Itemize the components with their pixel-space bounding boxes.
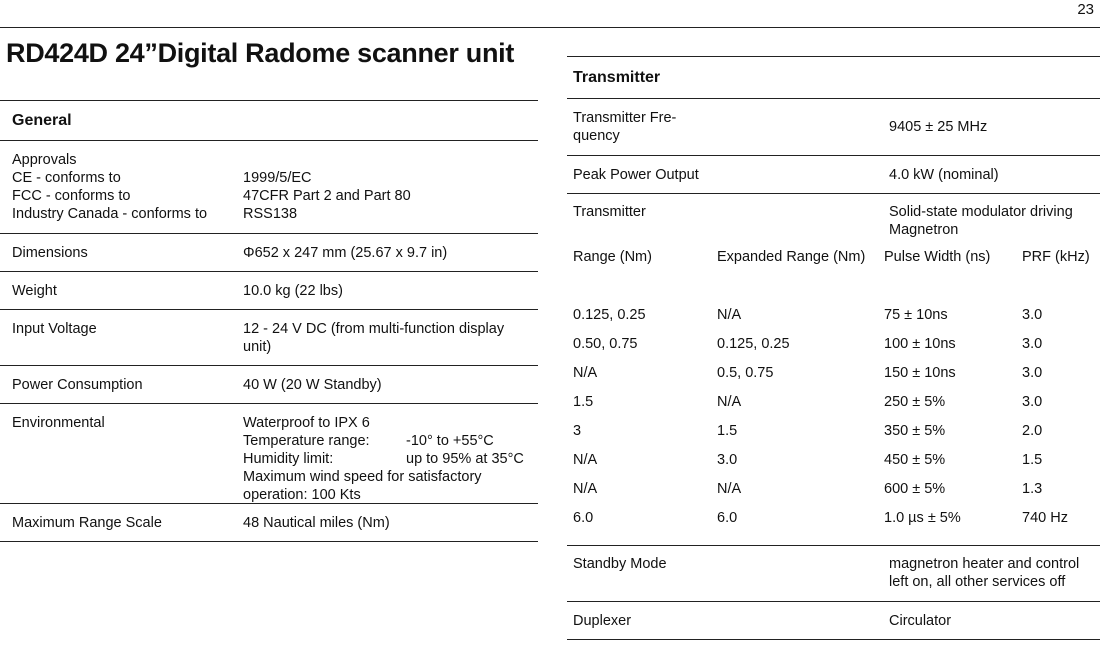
standby-mode-row: Standby Mode magnetron heater and control left on, all other services off bbox=[567, 546, 1100, 602]
transmitter-spec-table bbox=[567, 56, 1100, 640]
transmitter-row: Transmitter Solid-state modulator driving Magnetron bbox=[573, 204, 1073, 238]
general-spec-table bbox=[0, 100, 538, 542]
top-rule bbox=[0, 27, 1100, 28]
approvals-values: 1999/5/EC 47CFR Part 2 and Part 80 RSS138 bbox=[243, 170, 411, 222]
pulse-table-row: 3 1.5 350 ± 5% 2.0 bbox=[573, 423, 1043, 439]
transmitter-heading: Transmitter bbox=[573, 68, 661, 86]
weight-row: Weight 10.0 kg (22 lbs) bbox=[0, 272, 538, 310]
pulse-table-row: 6.0 6.0 1.0 µs ± 5% 740 Hz bbox=[573, 510, 1068, 526]
environmental-row: Environmental Waterproof to IPX 6 Temperature range: -10° to +55°C Humidity limit: up to 95% at 35°C Maximum wind speed for satisfactory operation: 100 Kts bbox=[0, 404, 538, 504]
environmental-values: Waterproof to IPX 6 Temperature range: -10° to +55°C Humidity limit: up to 95% at 35°C Maximum wind speed for satisfactory operation: 100 Kts bbox=[243, 415, 524, 503]
power-consumption-row: Power Consumption 40 W (20 W Standby) bbox=[0, 366, 538, 404]
pulse-table-row: 1.5 N/A 250 ± 5% 3.0 bbox=[573, 394, 1043, 410]
page-number: 23 bbox=[1077, 1, 1094, 18]
general-heading: General bbox=[12, 111, 72, 129]
dimensions-row: Dimensions Φ652 x 247 mm (25.67 x 9.7 in) bbox=[0, 234, 538, 272]
approvals-labels: Approvals CE - conforms to FCC - conforms to Industry Canada - conforms to bbox=[12, 152, 208, 222]
pulse-table-row: N/A 3.0 450 ± 5% 1.5 bbox=[573, 452, 1043, 468]
page-title: RD424D 24”Digital Radome scanner unit bbox=[6, 38, 515, 68]
pulse-table-row: N/A N/A 600 ± 5% 1.3 bbox=[573, 481, 1043, 497]
input-voltage-row: Input Voltage 12 - 24 V DC (from multi-function display unit) bbox=[0, 310, 538, 366]
transmitter-header-row bbox=[567, 57, 1100, 99]
general-header-row bbox=[0, 101, 538, 141]
max-range-row: Maximum Range Scale 48 Nautical miles (Nm) bbox=[0, 504, 538, 542]
pulse-table-row: N/A 0.5, 0.75 150 ± 10ns 3.0 bbox=[573, 365, 1043, 381]
peak-power-row: Peak Power Output 4.0 kW (nominal) bbox=[567, 156, 1100, 194]
pulse-table-row: 0.125, 0.25 N/A 75 ± 10ns 3.0 bbox=[573, 307, 1043, 323]
pulse-table-header: Range (Nm) Expanded Range (Nm) Pulse Width (ns) PRF (kHz) bbox=[573, 249, 1090, 265]
duplexer-row: Duplexer Circulator bbox=[567, 602, 1100, 640]
pulse-table-row: 0.50, 0.75 0.125, 0.25 100 ± 10ns 3.0 bbox=[573, 336, 1043, 352]
approvals-row bbox=[0, 141, 538, 234]
pulse-table bbox=[567, 249, 1100, 546]
frequency-row: Transmitter Fre-quency 9405 ± 25 MHz bbox=[567, 99, 1100, 156]
